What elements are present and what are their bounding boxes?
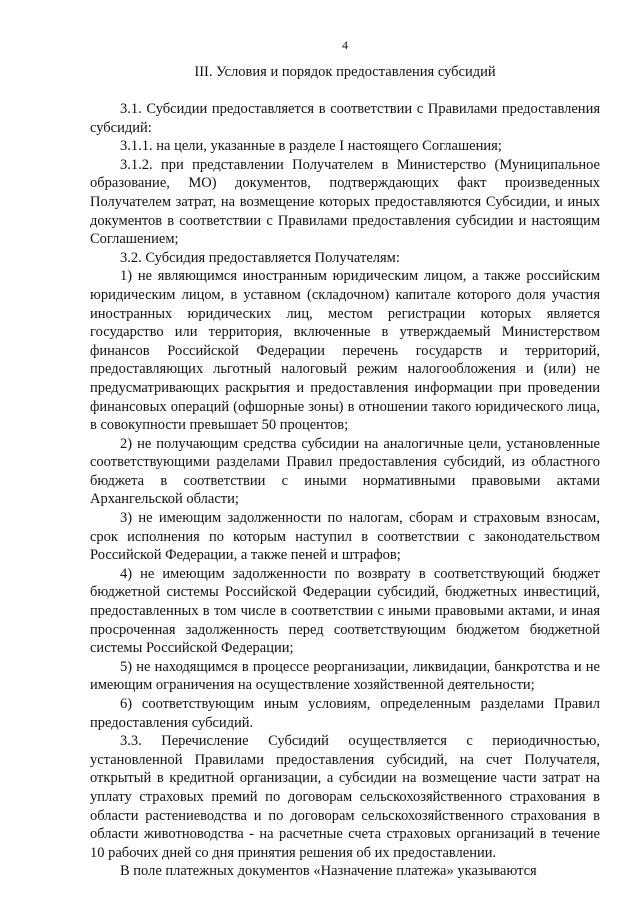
list-item-5: 5) не находящимся в процессе реорганизации, ликвидации, банкротства и не имеющим ограничения на осуществление хозяйственной деятельности; [90, 658, 600, 694]
section-title: III. Условия и порядок предоставления субсидий [194, 64, 496, 80]
document-body [90, 100, 600, 881]
page-number: 4 [342, 38, 348, 52]
paragraph-3-1-1: 3.1.1. на цели, указанные в разделе I настоящего Соглашения; [120, 138, 502, 155]
list-item-1: 1) не являющимся иностранным юридическим лицом, а также российским юридическим лицом, в уставном (складочном) капитале которого доля участия иностранных юридических лиц, местом регистрации которых является государство или территория, включенные в утверждаемый Министерством финансов Российской Федерации перечень государств и территорий, предоставляющих льготный налоговый режим налогообложения и (или) не предусматривающих раскрытия и предоставления информации при проведении финансовых операций (офшорные зоны) в отношении такого юридического лица, в совокупности превышает 50 процентов; [90, 268, 600, 434]
list-item-2: 2) не получающим средства субсидии на аналогичные цели, установленные соответствующими разделами Правил предоставления субсидий, из областного бюджета в соответствии с иными нормативными правовыми актами Архангельской области; [90, 435, 600, 508]
paragraph-3-1-2: 3.1.2. при представлении Получателем в Министерство (Муниципальное образование, МО) документов, подтверждающих факт произведенных Получателем затрат, на возмещение которых предоставляются Субсидии, и иных документов в соответствии с Правилами предоставления субсидии и настоящим Соглашением; [90, 156, 600, 248]
paragraph-3-3: 3.3. Перечисление Субсидий осуществляется с периодичностью, установленной Правилами предоставления субсидий, на счет Получателя, открытый в кредитной организации, а субсидии на возмещение части затрат на уплату страховых премий по договорам сельскохозяйственного страхования в области растениеводства и по договорам сельскохозяйственного страхования в области животноводства - на расчетные счета страховых организаций в течение 10 рабочих дней со дня принятия решения об их предоставлении. [90, 733, 600, 861]
paragraph-3-2: 3.2. Субсидия предоставляется Получателям: [120, 249, 400, 266]
list-item-6: 6) соответствующим иным условиям, определенным разделами Правил предоставления субсидий. [90, 696, 600, 731]
list-item-3: 3) не имеющим задолженности по налогам, сборам и страховым взносам, срок исполнения по которым наступил в соответствии с законодательством Российской Федерации, а также пеней и штрафов; [90, 510, 600, 564]
paragraph-3-1: 3.1. Субсидии предоставляется в соответствии с Правилами предоставления субсидий: [90, 101, 600, 136]
list-item-4: 4) не имеющим задолженности по возврату в соответствующий бюджет бюджетной системы Российской Федерации субсидий, бюджетных инвестиций, предоставленных в том числе в соответствии с иными правовыми актами, и иная просроченная задолженность перед соответствующим бюджетом бюджетной системы Российской Федерации; [90, 565, 600, 657]
paragraph-payment-purpose: В поле платежных документов «Назначение платежа» указываются [120, 863, 537, 880]
